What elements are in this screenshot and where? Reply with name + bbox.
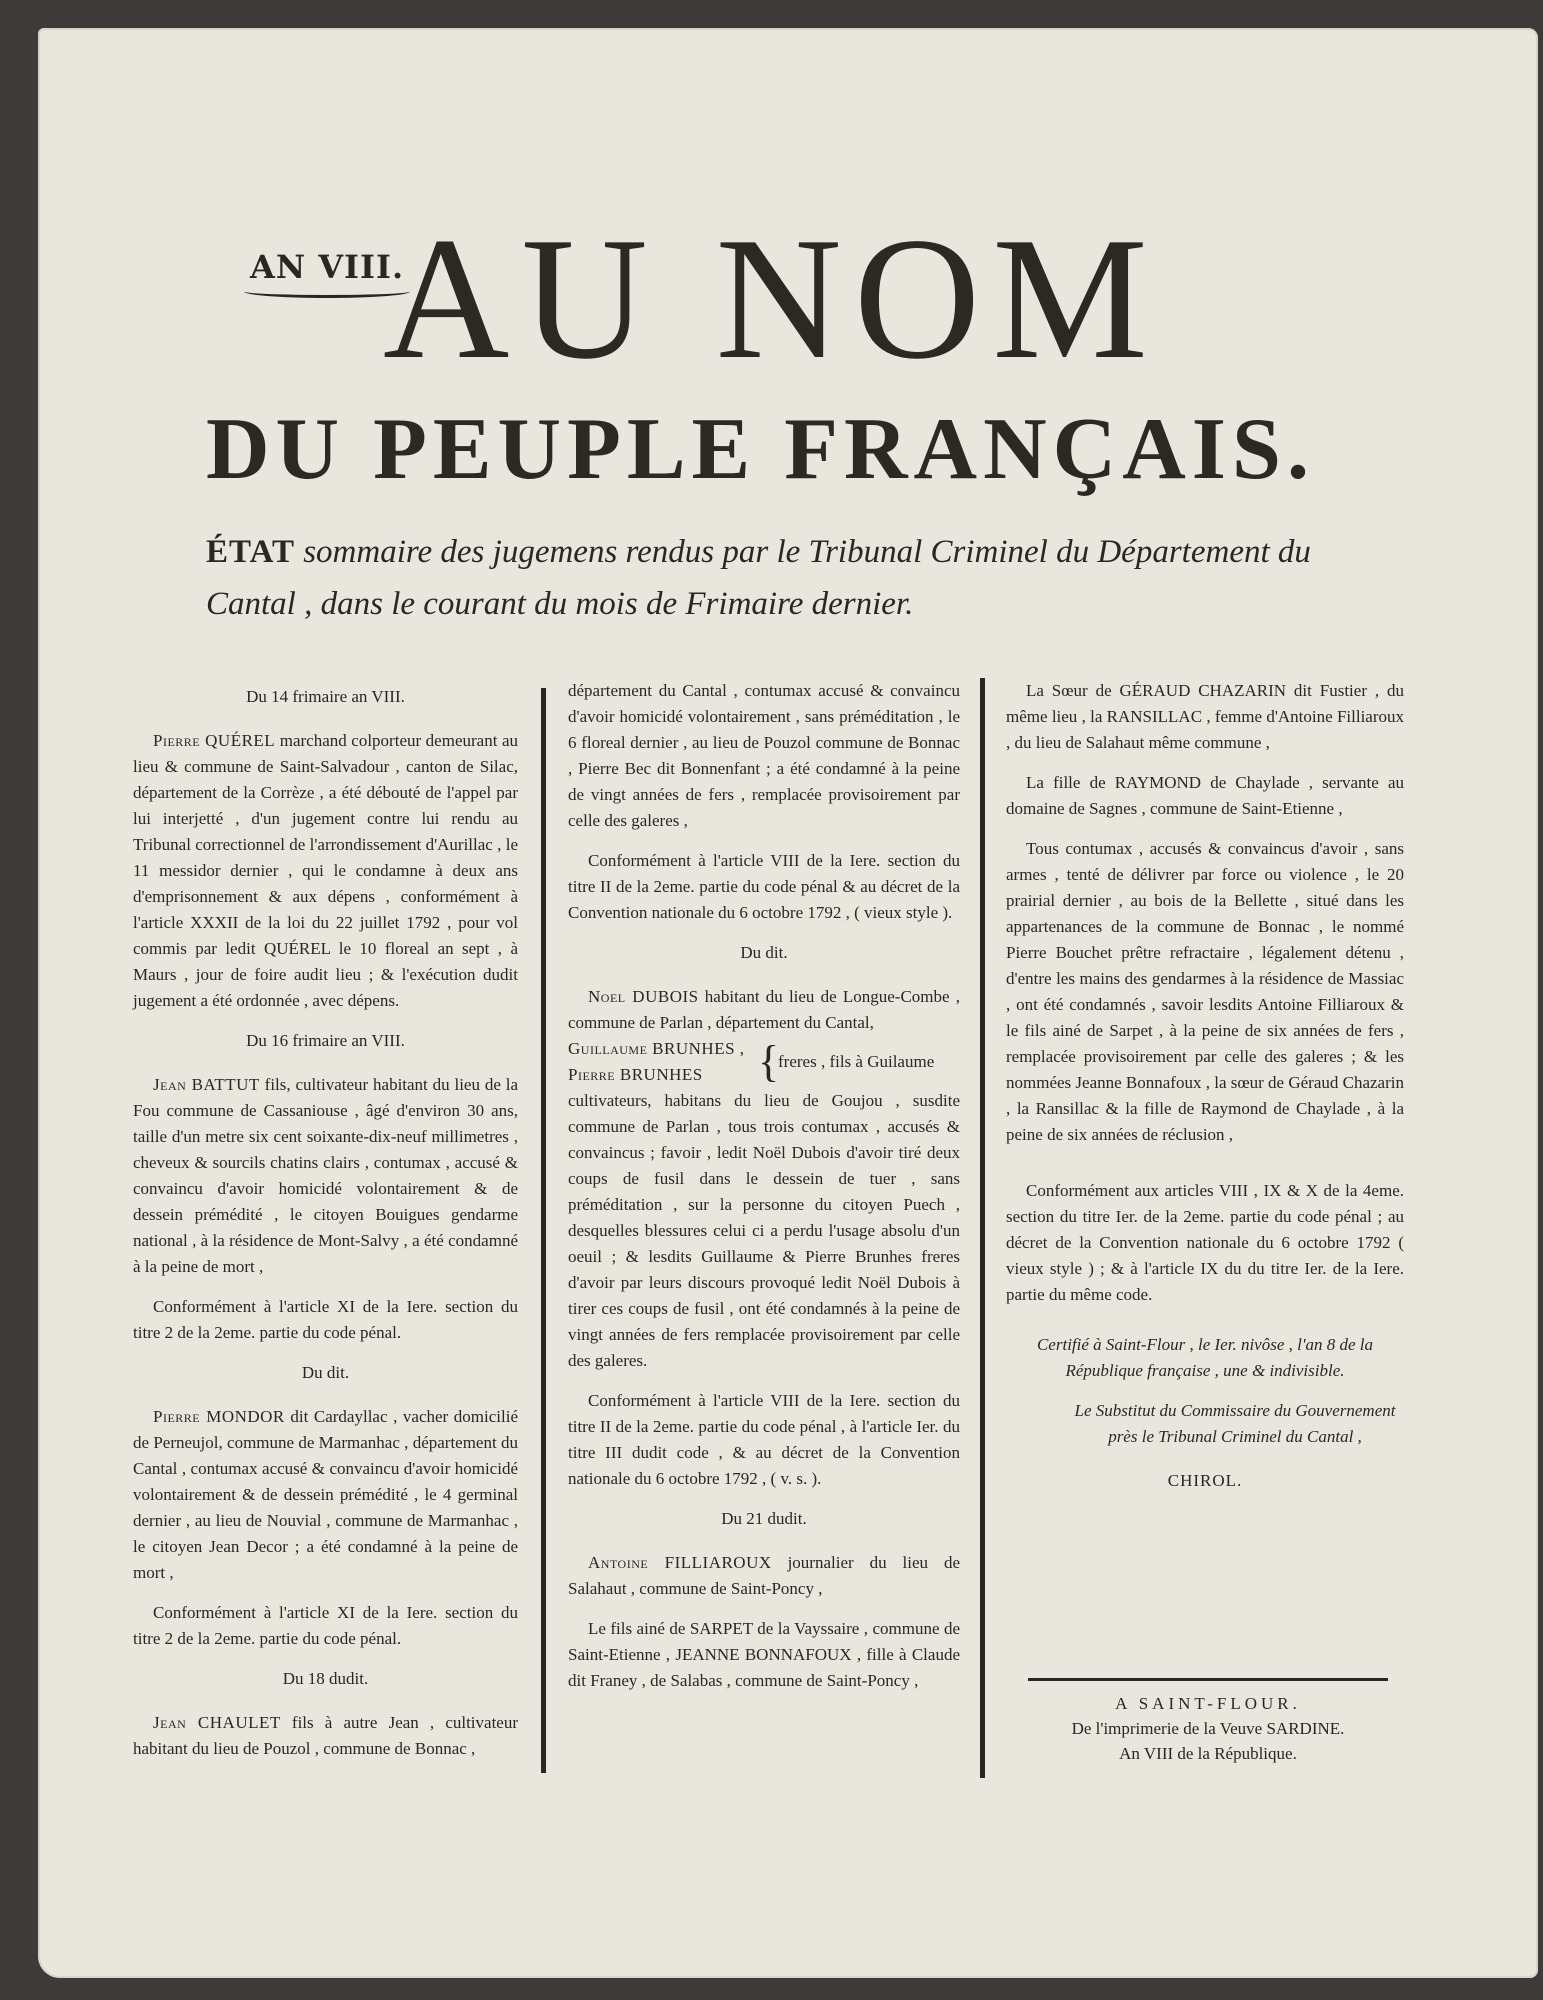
judgment-text: Tous contumax , accusés & convaincus d'avoir , sans armes , tenté de délivrer par force ou violence , le 20 prairial dernier , au bois de la Bellette , situé dans les appartenances de la commune de Bonnac , le nommé Pierre Bouchet prêtre refractaire , légalement détenu , d'entre les mains des gendarmes à la résidence de Massiac , ont été condamnés , savoir lesdits Antoine Filliaroux & le fils ainé de Sarpet , à la peine de six années de fers , remplacée provisoirement par celle des galeres ; & les nommées Jeanne Bonnafoux , la sœur de Géraud Chazarin , la Ransillac & la fille de Raymond de Chaylade , à la peine de six années de réclusion , bbox=[1006, 839, 1404, 1144]
judgment-text: habitant du lieu de Longue-Combe , commune de Parlan , département du Cantal, bbox=[568, 987, 961, 1032]
date-heading: Du 14 frimaire an VIII. bbox=[246, 687, 405, 706]
defendant-name: Noel DUBOIS bbox=[588, 987, 699, 1006]
date-heading: Du 21 dudit. bbox=[721, 1509, 807, 1528]
etat-text: sommaire des jugemens rendus par le Tribunal Criminel du Département du Cantal , dans le courant du mois de Frimaire dernier. bbox=[206, 534, 1311, 622]
judgment-text: département du Cantal , contumax accusé & convaincu d'avoir homicidé volontairement , sans préméditation , le 6 floreal dernier , au lieu de Pouzol commune de Bonnac , Pierre Bec dit Bonnenfant ; a été condamné à la peine de vingt années de fers , remplacée provisoirement par celle des galeres , bbox=[568, 681, 960, 830]
judgment-text: fils, cultivateur habitant du lieu de la Fou commune de Cassaniouse , âgé d'environ 30 ans, taille d'un metre six cent soixante-dix-neuf millimetres , cheveux & sourcils chatins clairs , contumax , accusé & convaincu d'avoir homicidé volontairement & de dessein prémédité , le citoyen Bouigues gendarme national , à la résidence de Mont-Salvy , a été condamné à la peine de mort , bbox=[133, 1075, 518, 1276]
column-rule-right bbox=[980, 678, 985, 1778]
defendant-name: Pierre QUÉREL bbox=[153, 731, 276, 750]
column-1 bbox=[133, 678, 518, 1776]
column-2 bbox=[568, 678, 960, 1708]
judgment-entry bbox=[133, 1404, 518, 1586]
defendant-name: Pierre MONDOR bbox=[153, 1407, 285, 1426]
judgment-entry bbox=[568, 984, 960, 1036]
signatory-title: Le Substitut du Commissaire du Gouvernement près le Tribunal Criminel du Cantal , bbox=[1074, 1401, 1396, 1446]
judgment-text: journalier du lieu de Salahaut , commune de Saint-Poncy , bbox=[568, 1553, 960, 1598]
judgment-entry bbox=[133, 1710, 518, 1762]
legal-basis: Conformément à l'article VIII de la Iere. section du titre II de la 2eme. partie du code pénal & au décret de la Convention nationale du 6 octobre 1792 , ( vieux style ). bbox=[568, 851, 960, 922]
legal-basis: Conformément à l'article XI de la Iere. section du titre 2 de la 2eme. partie du code pénal. bbox=[133, 1603, 518, 1648]
judgment-entry bbox=[568, 1550, 960, 1602]
brace-text: freres , fils à Guilaume bbox=[778, 1052, 935, 1071]
imprint-printer: De l'imprimerie de la Veuve SARDINE. bbox=[1071, 1719, 1345, 1738]
judgment-text: dit Cardayllac , vacher domicilié de Perneujol, commune de Marmanhac , département du Cantal , contumax accusé & convaincu d'avoir homicidé volontairement & de dessein prémédité , le 4 germinal dernier , au lieu de Nouvial , commune de Marmanhac , le citoyen Jean Decor ; a été condamné à la peine de mort , bbox=[133, 1407, 519, 1582]
column-rule-left bbox=[541, 688, 546, 1773]
judgment-entry bbox=[133, 1072, 518, 1280]
etat-heading bbox=[206, 526, 1396, 630]
date-heading: Du 16 frimaire an VIII. bbox=[246, 1031, 405, 1050]
date-heading: Du 18 dudit. bbox=[282, 1669, 369, 1688]
signature: CHIROL. bbox=[1167, 1471, 1243, 1490]
brothers-names bbox=[568, 1036, 758, 1088]
judgment-text: cultivateurs, habitans du lieu de Goujou , susdite commune de Parlan , tous trois contumax , accusés & convaincus ; favoir , ledit Noël Dubois d'avoir tiré deux coups de fusil dans le dessein de tuer , sans préméditation , sur la personne du citoyen Puech , desquelles blessures celui ci a perdu l'usage absolu d'un oeuil ; & lesdits Guillaume & Pierre Brunhes freres d'avoir par leurs discours provoqué ledit Noël Dubois à tirer ces coups de fusil , ont été condamnés à la peine de vingt années de fers remplacée provisoirement par celle des galeres. bbox=[568, 1091, 960, 1370]
judgment-text: La fille de RAYMOND de Chaylade , servante au domaine de Sagnes , commune de Saint-Etienne , bbox=[1006, 773, 1404, 818]
masthead bbox=[38, 201, 1538, 395]
document-sheet bbox=[38, 28, 1538, 1978]
legal-basis: Conformément aux articles VIII , IX & X de la 4eme. section du titre Ier. de la 2eme. partie du code pénal ; au décret de la Convention nationale du 6 octobre 1792 ( vieux style ) ; & à l'article IX du du titre Ier. de la Iere. partie du même code. bbox=[1006, 1181, 1404, 1304]
legal-basis: Conformément à l'article VIII de la Iere. section du titre II de la 2eme. partie du code pénal , à l'article Ier. du titre III dudit code , & au décret de la Convention nationale du 6 octobre 1792 , ( v. s. ). bbox=[568, 1391, 960, 1488]
defendant-name: Pierre BRUNHES bbox=[568, 1065, 703, 1084]
brothers-group bbox=[568, 1036, 960, 1088]
defendant-name: Antoine FILLIAROUX bbox=[588, 1553, 772, 1572]
year-mark-text: AN VIII. bbox=[250, 248, 405, 286]
imprint-date: An VIII de la République. bbox=[1119, 1744, 1297, 1763]
judgment-text: fils à autre Jean , cultivateur habitant du lieu de Pouzol , commune de Bonnac , bbox=[133, 1713, 519, 1758]
imprint-city: A SAINT-FLOUR. bbox=[1115, 1694, 1301, 1713]
defendant-name: Jean CHAULET bbox=[153, 1713, 281, 1732]
legal-basis: Conformément à l'article XI de la Iere. section du titre 2 de la 2eme. partie du code pénal. bbox=[133, 1297, 518, 1342]
brace: { bbox=[758, 1037, 780, 1086]
printer-imprint bbox=[1028, 1678, 1388, 1766]
judgment-text: La Sœur de GÉRAUD CHAZARIN dit Fustier , du même lieu , la RANSILLAC , femme d'Antoine Filliaroux , du lieu de Salahaut même commune , bbox=[1006, 681, 1404, 752]
etat-lead: ÉTAT bbox=[206, 534, 295, 570]
date-heading: Du dit. bbox=[301, 1363, 350, 1382]
judgment-text: marchand colporteur demeurant au lieu & commune de Saint-Salvadour , canton de Silac, département de la Corrèze , a été débouté de l'appel par lui interjetté , d'un jugement contre lui rendu au Tribunal correctionnel de l'arrondissement d'Aurillac , le 11 messidor dernier , qui le condamne à deux ans d'emprisonnement & aux dépens , conformément à l'article XXXII de la loi du 22 juillet 1792 , pour vol commis par ledit QUÉREL le 10 floreal an sept , à Maurs , jour de foire audit lieu ; & l'exécution dudit jugement a été ordonnée , avec dépens. bbox=[133, 731, 518, 1010]
title-main: AU NOM bbox=[383, 201, 1160, 395]
judgment-text: Le fils ainé de SARPET de la Vayssaire , commune de Saint-Etienne , JEANNE BONNAFOUX , fille à Claude dit Franey , de Salabas , commune de Saint-Poncy , bbox=[568, 1619, 960, 1690]
column-3 bbox=[1006, 678, 1404, 1508]
date-heading: Du dit. bbox=[740, 943, 788, 962]
defendant-name: Guillaume BRUNHES , bbox=[568, 1039, 745, 1058]
year-mark bbox=[250, 248, 404, 286]
title-sub: DU PEUPLE FRANÇAIS. bbox=[206, 401, 1315, 498]
certification: Certifié à Saint-Flour , le Ier. nivôse , l'an 8 de la République française , une & indivisible. bbox=[1036, 1335, 1374, 1380]
defendant-name: Jean BATTUT bbox=[153, 1075, 260, 1094]
judgment-entry bbox=[133, 728, 518, 1014]
